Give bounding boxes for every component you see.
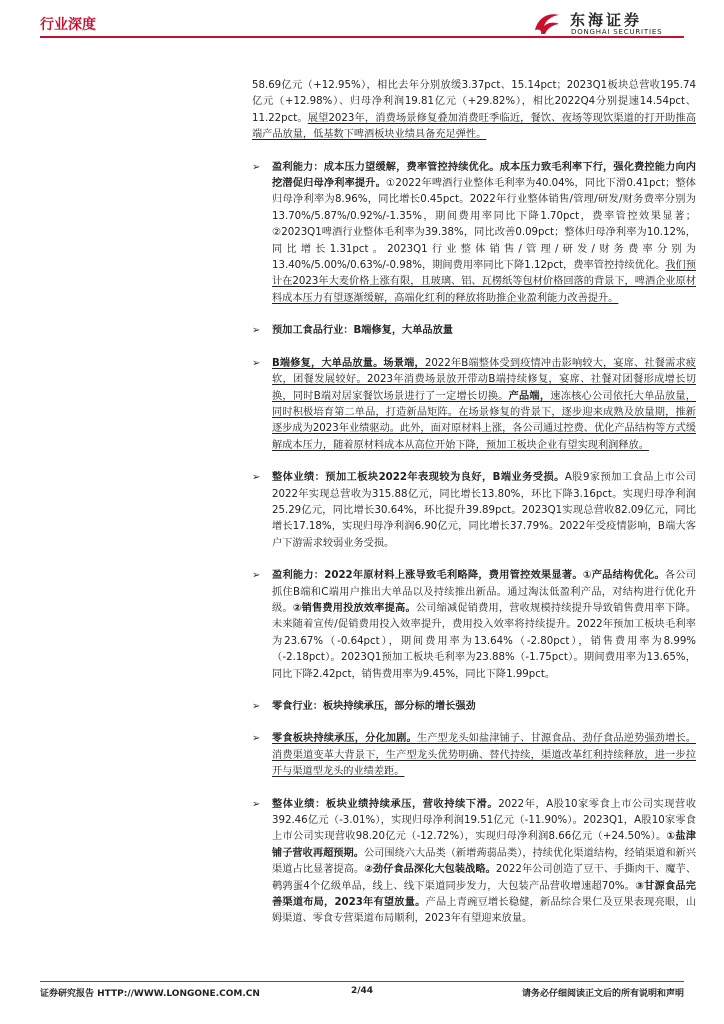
section-title: 行业深度 (40, 17, 96, 33)
footer-divider (40, 981, 684, 982)
arrow-bullet-icon: ➢ (252, 472, 261, 484)
footer-disclaimer: 请务必仔细阅读正文后的所有说明和声明 (521, 989, 684, 999)
page-number: 2/44 (350, 986, 374, 996)
bullet-prepared-food-profitability: ➢ 盈利能力：2022年原材料上涨导致毛利略降，费用管控效果显著。①产品结构优化。各公司抓住B端和C端用户推出大单品以及持续推出新品。通过淘汰低盈利产品，对结构进行优化升级。②销售费用投放效率提高。公司缩减促销费用，营收规模持续提升导致销售费用率下降。未来随着宣传/促销费用投入效率提升，费用投入效率将持续提升。2022年预加工板块毛利率为23.67%（-0.64pct），期间费用率为13.64%（-2.80pct），销售费用率为8.99%（-2.18pct）。2023Q1预加工板块毛利率为23.88%（-1.75pct）。期间费用率为13.65%，同比下降2.42pct，销售费用率为9.45%，同比下降1.99pct。 (252, 570, 697, 680)
dragon-logo-icon (532, 10, 562, 36)
arrow-bullet-icon: ➢ (252, 325, 261, 337)
company-logo (532, 8, 682, 38)
header-divider (40, 36, 684, 38)
bullet-snack-performance: ➢ 整体业绩：板块业绩持续承压，营收持续下滑。2022年，A股10家零食上市公司实现营收392.46亿元（-3.01%），实现归母净利润19.51亿元（-11.90%）。2023Q1，A股10家零食上市公司实现营收98.20亿元（-12.72%），实现归母净利润8.66亿元（+24.50%）。①盐津铺子营收再超预期。公司围绕六大品类（新增蒟蒻品类），持续优化渠道结构，经销渠道和新兴渠道占比显著提高。②劲仔食品深化大包装战略。2022年公司创造了豆干、手撕肉干、魔芋、鹌鹑蛋4个亿级单品，线上、线下渠道同步发力，大包装产品营收增速超70%。③甘源食品完善渠道布局，2023年有望放量。产品上青豌豆增长稳健，新品综合果仁及豆果表现亮眼，山姆渠道、零食专营渠道布局顺利，2023年有望迎来放量。 (252, 798, 697, 925)
arrow-bullet-icon: ➢ (252, 357, 261, 369)
logo-chinese-text: 东海证券 (570, 11, 643, 29)
bullet-prepared-food-performance: ➢ 整体业绩：预加工板块2022年表现较为良好，B端业务受损。A股9家预加工食品上市公司2022年实现总营收为315.88亿元，同比增长13.80%，环比下降3.16pct。实现归母净利润25.29亿元，同比增长30.64%，环比提升39.89pct。2023Q1实现总营收82.09亿元，同比增长17.18%，实现归母净利润6.90亿元，同比增长37.79%。2022年受疫情影响，B端大客户下游需求较弱业务受损。 (252, 472, 696, 549)
logo-english-text: DONGHAI SECURITIES (571, 28, 663, 36)
arrow-bullet-icon: ➢ (252, 570, 261, 582)
section-heading-prepared-food: ➢ 预加工食品行业：B端修复，大单品放量 (252, 323, 696, 339)
arrow-bullet-icon: ➢ (252, 733, 261, 745)
underlined-outlook: 展望2023年，消费场景修复叠加消费旺季临近，餐饮、夜场等现饮渠道的打开助推高端产品放量，低基数下啤酒板块业绩具备充足弹性。 (252, 112, 696, 141)
arrow-bullet-icon: ➢ (252, 161, 261, 173)
bullet-beer-profitability: ➢ 盈利能力：成本压力望缓解，费率管控持续优化。成本压力致毛利率下行，强化费控能力向内挖潜促归母净利率提升。①2022年啤酒行业整体毛利率为40.04%，同比下滑0.41pct；整体归母净利率为8.96%，同比增长0.45pct。2022年行业整体销售/管理/研发/财务费率分别为13.70%/5.87%/0.92%/-1.35%，期间费用率同比下降1.70pct，费率管控效果显著；②2023Q1啤酒行业整体毛利率为39.38%，同比改善0.09pct；整体归母净利率为10.12%，同比增长1.31pct。2023Q1行业整体销售/管理/研发/财务费率分别为13.40%/5.00%/0.63%/-0.98%，期间费用率同比下降1.12pct，费率管控持续优化。我们预计在2023年大麦价格上涨有限，且玻璃、铝、瓦楞纸等包材价格回落的背景下，啤酒企业原材料成本压力有望逐渐缓解，高端化红利的释放将助推企业盈利能力改善提升。 (252, 161, 697, 304)
arrow-bullet-icon: ➢ (252, 798, 261, 810)
section-heading-snacks: ➢ 零食行业：板块持续承压，部分标的增长强劲 (252, 699, 696, 715)
footer-source: 证券研究报告 HTTP://WWW.LONGONE.COM.CN (40, 989, 260, 999)
bullet-snack-divergence: ➢ 零食板块持续承压，分化加剧。生产型龙头如盐津铺子、甘源食品、劲仔食品逆势强劲增长。消费渠道变革大背景下，生产型龙头优势明确、替代持续，渠道改革红利持续释放，进一步拉开与渠道型龙头的业绩差距。 (252, 733, 697, 778)
bullet-b-end-recovery: ➢ B端修复，大单品放量。场景端，2022年B端整体受到疫情冲击影响较大，宴席、社餐需求疲软，团餐发展较好。2023年消费场景放开带动B端持续修复，宴席、社餐对团餐形成增长切换，同时B端对居家餐饮场景进行了一定增长切换。产品端，速冻核心公司依托大单品放量，同时积极培育第二单品，打造新品矩阵。在场景修复的背景下，逐步迎来成熟及放量期，推新逐步成为2023年业绩驱动。此外，面对原材料上涨，各公司通过控费、优化产品结构等方式缓解成本压力，随着原材料成本从高位开始下降，预加工板块企业有望实现利润释放。 (252, 357, 696, 451)
report-body (252, 78, 696, 944)
paragraph-beer-revenue: 58.69亿元（+12.95%），相比去年分别放缓3.37pct、15.14pct；2023Q1板块总营收195.74亿元（+12.98%）、归母净利润19.81亿元（+29.82%），相比2022Q4分别提速14.54pct、11.22pct。展望2023年，消费场景修复叠加消费旺季临近，餐饮、夜场等现饮渠道的打开助推高端产品放量，低基数下啤酒板块业绩具备充足弹性。 (252, 80, 696, 141)
arrow-bullet-icon: ➢ (252, 701, 261, 712)
